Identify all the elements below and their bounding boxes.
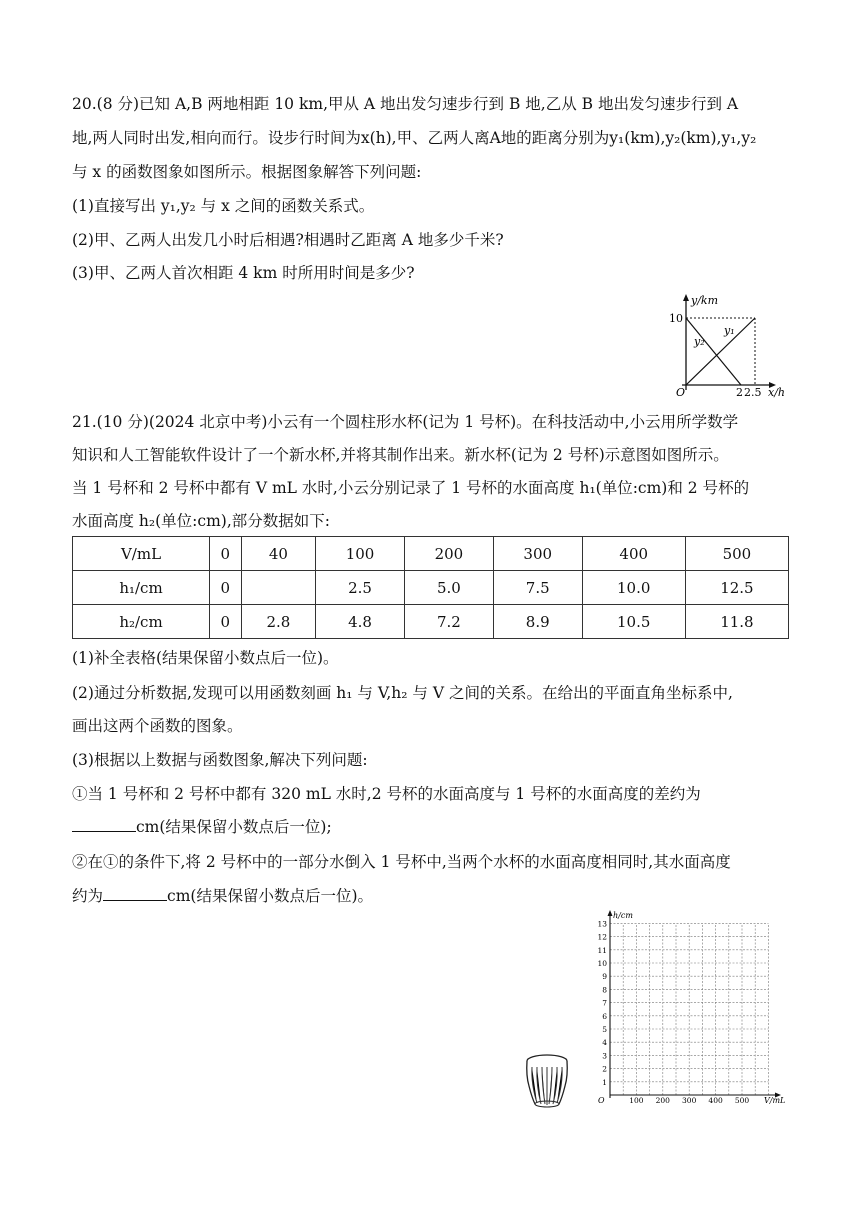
grid-y-tick-label: 9 [602,972,607,982]
q21-part-3: (3)根据以上数据与函数图象,解决下列问题: [72,751,368,769]
grid-lines [610,923,768,1095]
grid-origin: O [598,1096,605,1105]
table-cell: 8.9 [493,605,582,639]
q20-part-1: (1)直接写出 y₁,y₂ 与 x 之间的函数关系式。 [72,197,375,215]
table-row-v [73,537,789,571]
q20-xtick-2-5: 2.5 [744,386,762,399]
q21-part-2-a: (2)通过分析数据,发现可以用函数刻画 h₁ 与 V,h₂ 与 V 之间的关系。在给出的平面直角坐标系中, [72,684,733,702]
q20-y-arrow [683,294,689,301]
table-cell: 4.8 [316,605,405,639]
table-cell: 200 [404,537,493,571]
grid-xlabel: V/mL [764,1096,786,1105]
table-cell: 300 [493,537,582,571]
table-cell: 10.0 [582,571,685,605]
grid-x-tick-label: 500 [734,1096,750,1105]
q20-line-1: 20.(8 分)已知 A,B 两地相距 10 km,甲从 A 地出发匀速步行到 B 地,乙从 B 地出发匀速步行到 A [72,95,739,113]
grid-y-tick-label: 1 [602,1077,607,1087]
q21-data-table [72,536,789,639]
grid-x-tick-label: 400 [708,1096,723,1105]
table-cell-blank[interactable] [241,571,316,605]
grid-y-tick-label: 2 [602,1064,607,1074]
q20-line-3: 与 x 的函数图象如图所示。根据图象解答下列问题: [72,163,422,181]
q20-label-y1: y₁ [724,324,735,337]
q21-line-4: 水面高度 h₂(单位:cm),部分数据如下: [72,512,330,530]
q20-part-3: (3)甲、乙两人首次相距 4 km 时所用时间是多少? [72,264,415,282]
grid-y-tick-label: 8 [602,985,607,995]
q20-xtick-2: 2 [736,386,743,399]
table-cell: 40 [241,537,316,571]
q20-ytick-10: 10 [669,312,683,325]
q20-part-2: (2)甲、乙两人出发几小时后相遇?相遇时乙距离 A 地多少千米? [72,231,504,249]
table-header-h1: h₁/cm [73,571,210,605]
grid-y-tick-label: 4 [602,1038,607,1048]
q21-sub-2-b-pre: 约为 [72,887,104,905]
q21-sub-1-b [72,817,332,837]
grid-x-tick-label: 300 [682,1096,697,1105]
table-cell: 7.2 [404,605,493,639]
table-header-v: V/mL [73,537,210,571]
answer-blank-1[interactable] [72,817,136,832]
q20-xlabel: x/h [768,386,785,399]
answer-blank-2[interactable] [103,886,167,901]
q20-label-y2: y₂ [694,335,705,348]
table-cell: 100 [316,537,405,571]
table-cell: 10.5 [582,605,685,639]
grid-y-tick-label: 6 [602,1011,607,1021]
q21-part-1: (1)补全表格(结果保留小数点后一位)。 [72,649,339,667]
q21-sub-2-a: ②在①的条件下,将 2 号杯中的一部分水倒入 1 号杯中,当两个水杯的水面高度相同时,其水面高度 [72,853,731,871]
grid-y-arrow [608,910,613,916]
q21-sub-2-b [72,886,373,906]
q21-sub-1-b-text: cm(结果保留小数点后一位); [136,818,332,836]
q20-line-y1 [686,318,755,385]
table-header-h2: h₂/cm [73,605,210,639]
table-row-h2 [73,605,789,639]
q21-sub-2-b-post: cm(结果保留小数点后一位)。 [167,887,373,905]
grid-y-tick-label: 13 [597,919,607,929]
grid-ylabel: h/cm [613,911,633,920]
table-cell: 2.8 [241,605,316,639]
q20-ylabel: y/km [691,294,719,307]
grid-x-tick-label: 100 [629,1096,644,1105]
table-cell: 7.5 [493,571,582,605]
table-cell: 0 [210,605,242,639]
grid-y-tick-label: 7 [602,998,607,1008]
grid-y-tick-label: 3 [602,1051,607,1061]
q21-line-1: 21.(10 分)(2024 北京中考)小云有一个圆柱形水杯(记为 1 号杯)。在科技活动中,小云用所学数学 [72,413,739,431]
table-cell: 12.5 [685,571,788,605]
q21-coordinate-grid [588,908,798,1108]
table-cell: 400 [582,537,685,571]
table-cell: 5.0 [404,571,493,605]
q21-line-3: 当 1 号杯和 2 号杯中都有 V mL 水时,小云分别记录了 1 号杯的水面高度 h₁(单位:cm)和 2 号杯的 [72,479,750,497]
table-cell: 0 [210,571,242,605]
table-cell: 0 [210,537,242,571]
q20-origin: O [676,386,686,399]
table-cell: 2.5 [316,571,405,605]
grid-x-tick-label: 200 [655,1096,670,1105]
grid-y-tick-label: 12 [597,932,607,942]
table-cell: 11.8 [685,605,788,639]
grid-y-tick-label: 5 [602,1025,607,1034]
q20-graph [660,292,800,402]
q21-part-2-b: 画出这两个函数的图象。 [72,717,243,735]
q21-sub-1-a: ①当 1 号杯和 2 号杯中都有 320 mL 水时,2 号杯的水面高度与 1 号杯的水面高度的差约为 [72,785,701,803]
table-cell: 500 [685,537,788,571]
grid-y-tick-labels [597,919,607,1086]
q20-line-2: 地,两人同时出发,相向而行。设步行时间为x(h),甲、乙两人离A地的距离分别为y₁(km),y₂(km),y₁,y₂ [72,129,757,147]
q21-line-2: 知识和人工智能软件设计了一个新水杯,并将其制作出来。新水杯(记为 2 号杯)示意图如图所示。 [72,446,729,464]
table-row-h1 [73,571,789,605]
grid-y-tick-label: 10 [597,959,607,968]
grid-y-tick-label: 11 [597,945,607,955]
cup-illustration [522,1052,574,1110]
grid-x-tick-labels [629,1096,749,1105]
